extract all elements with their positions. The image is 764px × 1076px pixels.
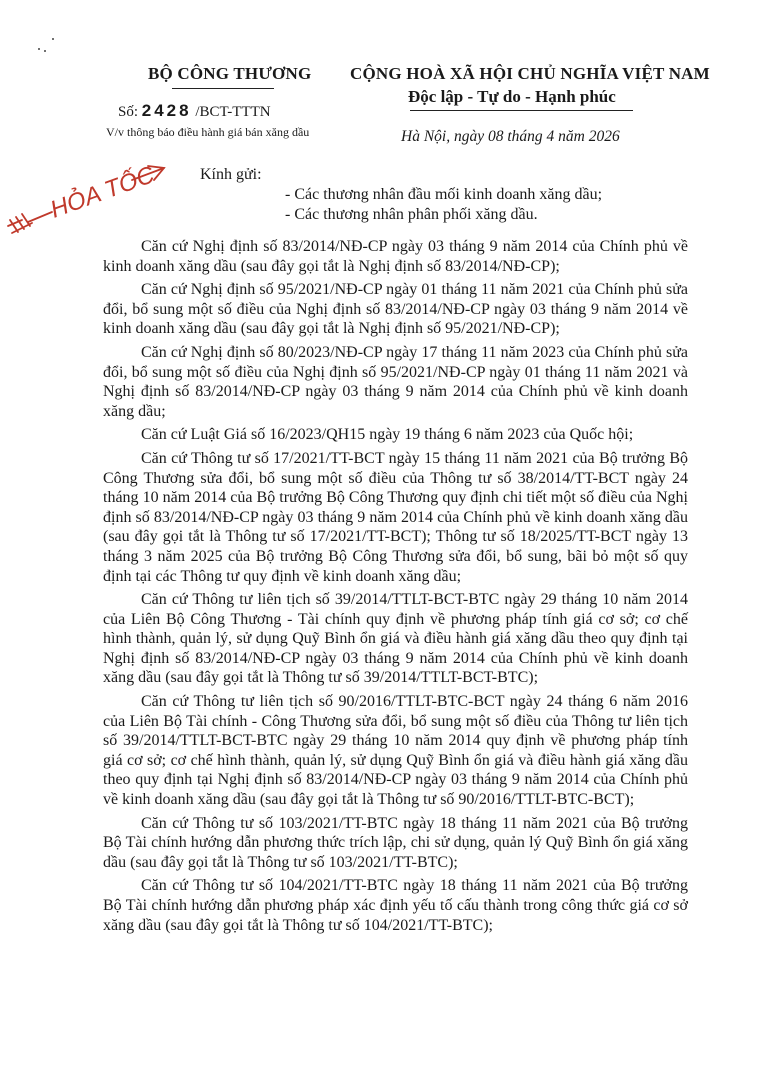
body-paragraph: Căn cứ Thông tư liên tịch số 39/2014/TTLT-BCT-BTC ngày 29 tháng 10 năm 2014 của Liên Bộ Công Thương - Tài chính quy định về phương pháp tính giá cơ sở; cơ chế hình thành, quản lý, sử dụng Quỹ Bình ổn giá và điều hành giá xăng dầu theo quy định tại Nghị định số 83/2014/NĐ-CP ngày 03 tháng 9 năm 2014 của Chính phủ về kinh doanh xăng dầu (sau đây gọi tắt là Thông tư số 39/2014/TTLT-BCT-BTC);	[103, 591, 688, 687]
body-paragraph: Căn cứ Thông tư số 104/2021/TT-BTC ngày 18 tháng 11 năm 2021 của Bộ trưởng Bộ Tài chính hướng dẫn phương pháp xác định yếu tố cấu thành trong công thức giá cơ sở xăng dầu (sau đây gọi tắt là Thông tư số 104/2021/TT-BTC);	[103, 877, 688, 934]
scan-speck	[52, 38, 54, 40]
document-subject: V/v thông báo điều hành giá bán xăng dầu	[106, 125, 310, 139]
doc-number-suffix: /BCT-TTTN	[195, 104, 271, 120]
country-name: CỘNG HOÀ XÃ HỘI CHỦ NGHĨA VIỆT NAM	[350, 64, 710, 83]
body-paragraph: Căn cứ Luật Giá số 16/2023/QH15 ngày 19 tháng 6 năm 2023 của Quốc hội;	[141, 426, 634, 444]
urgent-stamp-label: HỎA TỐC	[46, 161, 158, 224]
ministry-underline	[172, 88, 274, 89]
greeting-label: Kính gửi:	[200, 166, 262, 183]
body-paragraph: Căn cứ Thông tư số 103/2021/TT-BTC ngày 18 tháng 11 năm 2021 của Bộ trưởng Bộ Tài chính hướng dẫn phương thức trích lập, chi sử dụng, quản lý Quỹ Bình ổn giá xăng dầu (sau đây gọi tắt là Thông tư số 103/2021/TT-BTC);	[103, 814, 688, 871]
national-motto: Độc lập - Tự do - Hạnh phúc	[408, 87, 616, 106]
body-paragraph: Căn cứ Nghị định số 83/2014/NĐ-CP ngày 03 tháng 9 năm 2014 của Chính phủ về kinh doanh xăng dầu (sau đây gọi tắt là Nghị định số 83/2014/NĐ-CP);	[103, 238, 688, 275]
body-paragraph: Căn cứ Nghị định số 80/2023/NĐ-CP ngày 17 tháng 11 năm 2023 của Chính phủ sửa đổi, bổ sung một số điều của Nghị định số 95/2021/NĐ-CP ngày 01 tháng 11 năm 2021 và Nghị định số 83/2014/NĐ-CP ngày 03 tháng 9 năm 2014 của Chính phủ về kinh doanh xăng dầu;	[103, 343, 688, 420]
recipient-item: - Các thương nhân phân phối xăng dầu.	[285, 206, 538, 223]
urgent-stamp	[4, 160, 174, 240]
scan-speck	[44, 50, 46, 52]
motto-underline	[410, 110, 633, 111]
doc-number-prefix: Số:	[118, 104, 139, 120]
ministry-name: BỘ CÔNG THƯƠNG	[148, 64, 312, 83]
document-number	[118, 101, 271, 121]
place-and-date: Hà Nội, ngày 08 tháng 4 năm 2026	[401, 128, 620, 145]
scan-speck	[38, 48, 40, 50]
body-paragraph: Căn cứ Nghị định số 95/2021/NĐ-CP ngày 01 tháng 11 năm 2021 của Chính phủ sửa đổi, bổ sung một số điều của Nghị định số 83/2014/NĐ-CP ngày 03 tháng 9 năm 2014 về kinh doanh xăng dầu (sau đây gọi tắt là Nghị định số 95/2021/NĐ-CP);	[103, 281, 688, 338]
body-paragraph: Căn cứ Thông tư số 17/2021/TT-BCT ngày 15 tháng 11 năm 2021 của Bộ trưởng Bộ Công Thương sửa đổi, bổ sung một số điều của Thông tư số 38/2014/TT-BCT ngày 24 tháng 10 năm 2014 của Bộ trưởng Bộ Công Thương quy định chi tiết một số điều của Nghị định số 83/2014/NĐ-CP ngày 03 tháng 9 năm 2014 của Chính phủ về kinh doanh xăng dầu (sau đây gọi tắt là Thông tư số 17/2021/TT-BCT); Thông tư số 18/2025/TT-BCT ngày 13 tháng 3 năm 2025 của Bộ trưởng Bộ Công Thương sửa đổi, bổ sung, bãi bỏ một số quy định tại các Thông tư quy định về kinh doanh xăng dầu;	[103, 449, 688, 585]
recipient-item: - Các thương nhân đầu mối kinh doanh xăng dầu;	[285, 186, 603, 203]
document-body	[103, 237, 688, 939]
doc-number-value: 2428	[141, 101, 192, 120]
body-paragraph: Căn cứ Thông tư liên tịch số 90/2016/TTLT-BTC-BCT ngày 24 tháng 6 năm 2016 của Liên Bộ Tài chính - Công Thương sửa đổi, bổ sung một số điều của Thông tư liên tịch số 39/2014/TTLT-BCT-BTC ngày 29 tháng 10 năm 2014 quy định về phương pháp tính giá cơ sở; cơ chế hình thành, quản lý, sử dụng Quỹ Bình ổn giá và điều hành giá xăng dầu theo quy định tại Nghị định số 83/2014/NĐ-CP ngày 03 tháng 9 năm 2014 của Chính phủ về kinh doanh xăng dầu (sau đây gọi tắt là Thông tư số 90/2016/TTLT-BTC-BCT);	[103, 693, 688, 809]
